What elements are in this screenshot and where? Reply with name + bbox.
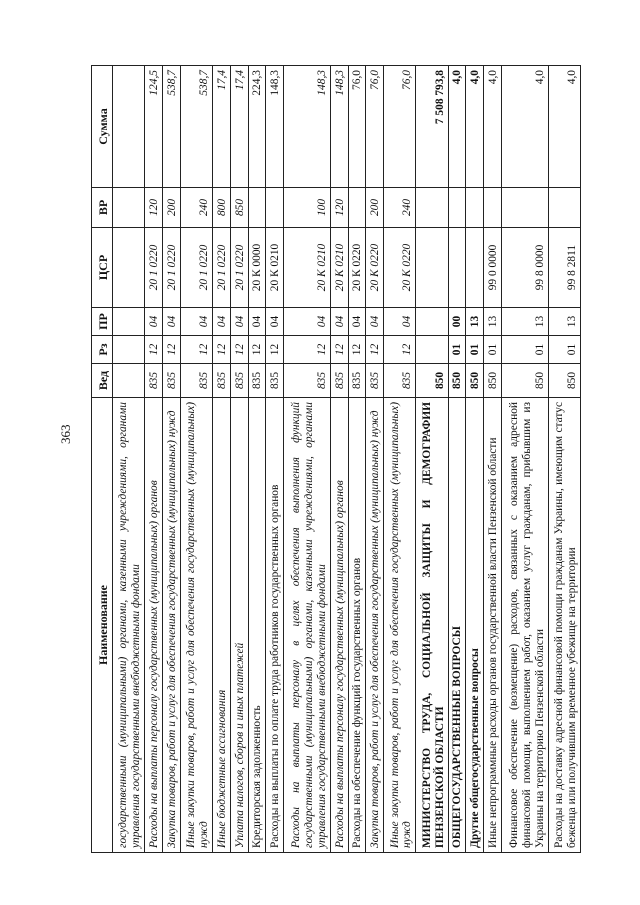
table-row [384, 66, 416, 853]
header-sum: Сумма [92, 66, 113, 188]
cell-ved: 850 [484, 364, 502, 398]
cell-name: МИНИСТЕРСТВО ТРУДА, СОЦИАЛЬНОЙ ЗАЩИТЫ И ДЕМОГРАФИИ ПЕНЗЕНСКОЙ ОБЛАСТИ [416, 398, 448, 853]
header-name: Наименование [92, 398, 113, 853]
cell-pr: 04 [384, 308, 416, 336]
cell-pr: 00 [448, 308, 466, 336]
rotated-page [91, 66, 581, 853]
cell-sum: 17,4 [213, 66, 231, 188]
cell-vr [248, 188, 266, 228]
cell-name: Расходы на выплаты персоналу государственных (муниципальных) органов [330, 398, 348, 853]
cell-sum: 4,0 [501, 66, 548, 188]
cell-sum: 538,7 [163, 66, 181, 188]
cell-pr: 04 [163, 308, 181, 336]
cell-pr: 04 [230, 308, 248, 336]
table-row [330, 66, 348, 853]
cell-csr: 20 1 0220 [213, 228, 231, 308]
cell-pr: 13 [501, 308, 548, 336]
cell-rz: 01 [448, 336, 466, 364]
cell-csr: 99 8 2811 [548, 228, 580, 308]
cell-csr: 20 1 0220 [145, 228, 163, 308]
cell-csr: 20 К 0220 [384, 228, 416, 308]
table-row [145, 66, 163, 853]
cell-vr: 120 [330, 188, 348, 228]
header-pr: ПР [92, 308, 113, 336]
cell-name: Уплата налогов, сборов и иных платежей [230, 398, 248, 853]
cell-vr: 200 [366, 188, 384, 228]
cell-name: Финансовое обеспечение (возмещение) расходов, связанных с оказанием адресной финансовой помощи, выполнением работ, оказанием услуг гражданам, прибывшим из Украины на территорию Пензенской области [501, 398, 548, 853]
table-row [113, 66, 145, 853]
table-row [213, 66, 231, 853]
cell-pr: 04 [366, 308, 384, 336]
table-row [348, 66, 366, 853]
cell-sum: 76,0 [366, 66, 384, 188]
cell-ved: 835 [163, 364, 181, 398]
cell-rz: 01 [466, 336, 484, 364]
table-row [163, 66, 181, 853]
cell-rz [113, 336, 145, 364]
cell-rz: 01 [548, 336, 580, 364]
cell-pr: 04 [284, 308, 331, 336]
table-body [113, 66, 581, 853]
cell-rz: 12 [330, 336, 348, 364]
cell-name: Закупка товаров, работ и услуг для обеспечения государственных (муниципальных) нужд [163, 398, 181, 853]
cell-ved: 835 [330, 364, 348, 398]
header-rz: Рз [92, 336, 113, 364]
cell-rz: 12 [366, 336, 384, 364]
cell-csr [113, 228, 145, 308]
cell-vr: 850 [230, 188, 248, 228]
cell-rz: 12 [180, 336, 212, 364]
cell-vr [448, 188, 466, 228]
cell-sum: 4,0 [466, 66, 484, 188]
cell-sum: 148,3 [330, 66, 348, 188]
cell-ved: 835 [348, 364, 366, 398]
cell-name: Иные закупки товаров, работ и услуг для обеспечения государственных (муниципальных) нужд [384, 398, 416, 853]
cell-ved [113, 364, 145, 398]
cell-pr: 13 [466, 308, 484, 336]
cell-name: Расходы на выплаты персоналу в целях обеспечения выполнения функций государственными (муниципальными) органами, казенными учреждениями, органами управления государственными внебюджетными фондами [284, 398, 331, 853]
cell-ved: 850 [448, 364, 466, 398]
cell-ved: 850 [416, 364, 448, 398]
cell-vr [113, 188, 145, 228]
cell-vr: 100 [284, 188, 331, 228]
cell-csr: 20 1 0220 [163, 228, 181, 308]
cell-sum: 148,3 [266, 66, 284, 188]
cell-name: Кредиторская задолженность [248, 398, 266, 853]
cell-sum: 76,0 [348, 66, 366, 188]
cell-pr: 04 [266, 308, 284, 336]
cell-ved: 835 [230, 364, 248, 398]
cell-name: Расходы на выплаты персоналу государственных (муниципальных) органов [145, 398, 163, 853]
cell-rz: 01 [484, 336, 502, 364]
cell-name: Расходы на обеспечение функций государственных органов [348, 398, 366, 853]
cell-vr [348, 188, 366, 228]
cell-pr: 04 [145, 308, 163, 336]
cell-sum: 148,3 [284, 66, 331, 188]
cell-name: Расходы на выплаты по оплате труда работников государственных органов [266, 398, 284, 853]
cell-vr [466, 188, 484, 228]
cell-pr [416, 308, 448, 336]
header-ved: Вед [92, 364, 113, 398]
cell-vr [266, 188, 284, 228]
cell-pr: 04 [213, 308, 231, 336]
header-csr: ЦСР [92, 228, 113, 308]
cell-csr [466, 228, 484, 308]
cell-ved: 835 [366, 364, 384, 398]
header-vr: ВР [92, 188, 113, 228]
cell-pr: 04 [348, 308, 366, 336]
cell-rz: 12 [145, 336, 163, 364]
cell-csr: 20 К 0000 [248, 228, 266, 308]
cell-rz: 12 [266, 336, 284, 364]
table-row [501, 66, 548, 853]
cell-vr: 240 [180, 188, 212, 228]
cell-pr: 13 [548, 308, 580, 336]
cell-sum [113, 66, 145, 188]
cell-vr [501, 188, 548, 228]
budget-table [91, 65, 581, 853]
cell-vr: 240 [384, 188, 416, 228]
cell-sum: 224,3 [248, 66, 266, 188]
cell-name: Иные бюджетные ассигнования [213, 398, 231, 853]
cell-name: Иные непрограммные расходы органов государственной власти Пензенской области [484, 398, 502, 853]
cell-csr: 20 1 0220 [230, 228, 248, 308]
cell-csr: 20 1 0220 [180, 228, 212, 308]
cell-rz: 12 [384, 336, 416, 364]
table-row [466, 66, 484, 853]
cell-pr [113, 308, 145, 336]
cell-rz: 12 [163, 336, 181, 364]
cell-csr: 99 0 0000 [484, 228, 502, 308]
cell-name: Иные закупки товаров, работ и услуг для обеспечения государственных (муниципальных) нужд [180, 398, 212, 853]
cell-ved: 850 [466, 364, 484, 398]
cell-vr: 800 [213, 188, 231, 228]
cell-pr: 04 [330, 308, 348, 336]
table-row [180, 66, 212, 853]
cell-csr: 20 К 0210 [266, 228, 284, 308]
cell-pr: 04 [248, 308, 266, 336]
cell-ved: 850 [548, 364, 580, 398]
cell-sum: 538,7 [180, 66, 212, 188]
cell-sum: 76,0 [384, 66, 416, 188]
table-row [548, 66, 580, 853]
cell-vr [548, 188, 580, 228]
cell-csr: 20 К 0220 [366, 228, 384, 308]
table-row [366, 66, 384, 853]
cell-rz: 12 [248, 336, 266, 364]
cell-csr: 20 К 0210 [284, 228, 331, 308]
cell-vr [484, 188, 502, 228]
cell-vr: 120 [145, 188, 163, 228]
cell-ved: 835 [180, 364, 212, 398]
cell-csr: 20 К 0210 [330, 228, 348, 308]
cell-vr [416, 188, 448, 228]
cell-sum: 17,4 [230, 66, 248, 188]
cell-sum: 7 508 793,8 [416, 66, 448, 188]
cell-name: Другие общегосударственные вопросы [466, 398, 484, 853]
cell-sum: 4,0 [448, 66, 466, 188]
cell-rz: 12 [230, 336, 248, 364]
table-row [248, 66, 266, 853]
table-row [266, 66, 284, 853]
cell-ved: 835 [384, 364, 416, 398]
cell-rz [416, 336, 448, 364]
table-row [416, 66, 448, 853]
cell-ved: 850 [501, 364, 548, 398]
cell-csr [416, 228, 448, 308]
cell-ved: 835 [284, 364, 331, 398]
cell-pr: 13 [484, 308, 502, 336]
cell-vr: 200 [163, 188, 181, 228]
cell-csr [448, 228, 466, 308]
table-row [284, 66, 331, 853]
cell-rz: 01 [501, 336, 548, 364]
cell-name: ОБЩЕГОСУДАРСТВЕННЫЕ ВОПРОСЫ [448, 398, 466, 853]
cell-ved: 835 [145, 364, 163, 398]
cell-rz: 12 [284, 336, 331, 364]
table-row [448, 66, 466, 853]
table-header [92, 66, 113, 853]
cell-name: Расходы на доставку адресной финансовой помощи гражданам Украины, имеющим статус беженца или получившим временное убежище на территории [548, 398, 580, 853]
cell-rz: 12 [213, 336, 231, 364]
cell-sum: 124,5 [145, 66, 163, 188]
page-number: 363 [58, 424, 73, 444]
cell-sum: 4,0 [484, 66, 502, 188]
cell-sum: 4,0 [548, 66, 580, 188]
cell-pr: 04 [180, 308, 212, 336]
cell-csr: 20 К 0220 [348, 228, 366, 308]
cell-rz: 12 [348, 336, 366, 364]
table-row [484, 66, 502, 853]
cell-csr: 99 8 0000 [501, 228, 548, 308]
cell-name: государственными (муниципальными) органами, казенными учреждениями, органами управления государственными внебюджетными фондами [113, 398, 145, 853]
cell-ved: 835 [213, 364, 231, 398]
cell-name: Закупка товаров, работ и услуг для обеспечения государственных (муниципальных) нужд [366, 398, 384, 853]
cell-ved: 835 [248, 364, 266, 398]
cell-ved: 835 [266, 364, 284, 398]
table-row [230, 66, 248, 853]
